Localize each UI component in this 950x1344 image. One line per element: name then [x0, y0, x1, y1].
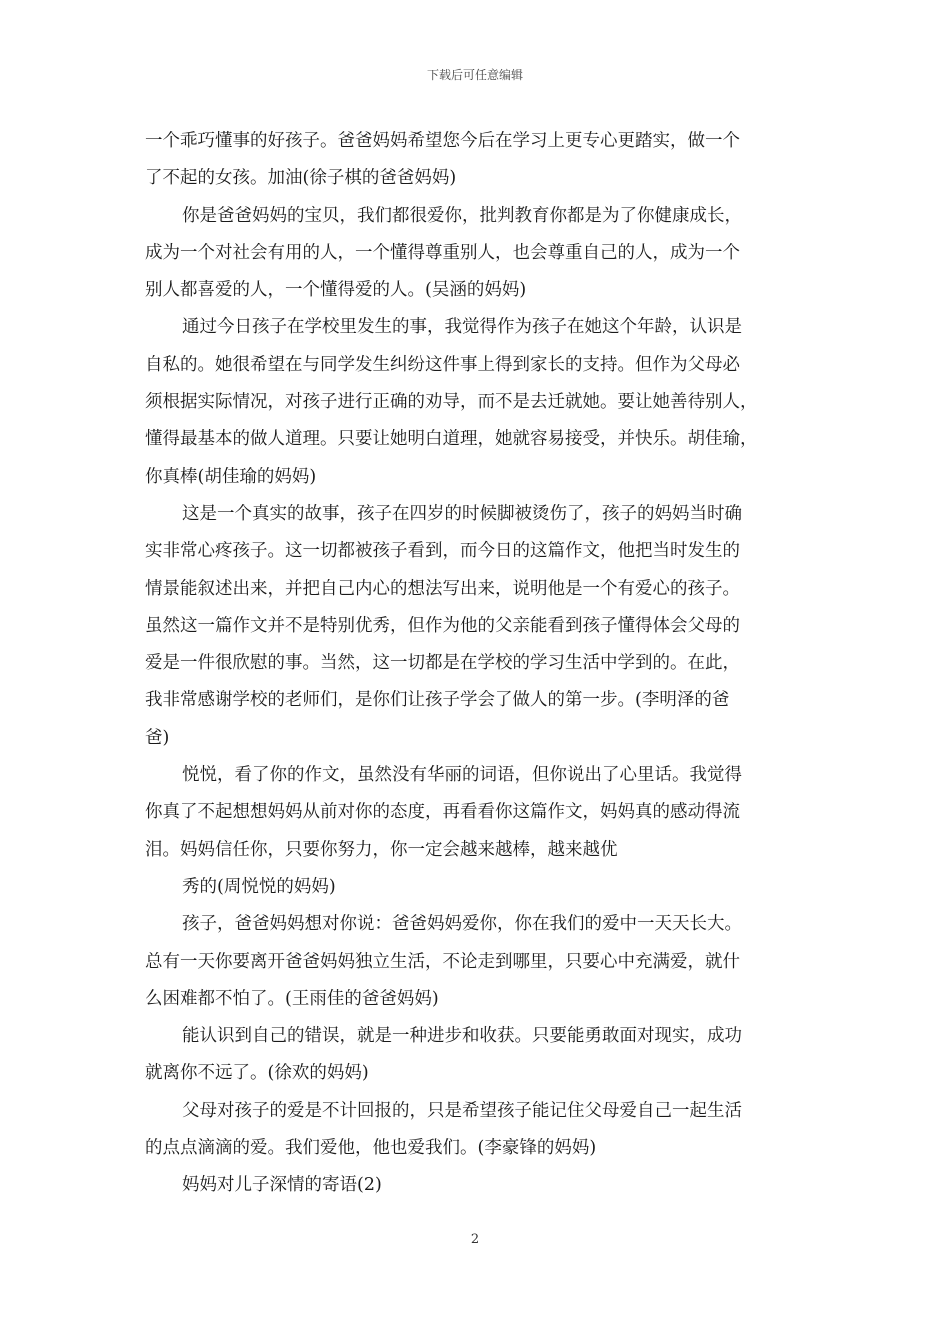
- paragraph: [145, 869, 810, 906]
- text-line: 成为一个对社会有用的人，一个懂得尊重别人，也会尊重自己的人，成为一个: [145, 242, 740, 263]
- paragraph: [145, 1093, 810, 1168]
- text-line: 一个乖巧懂事的好孩子。爸爸妈妈希望您今后在学习上更专心更踏实，做一个: [145, 131, 740, 151]
- text-line: 能认识到自己的错误，就是一种进步和收获。只要能勇敢面对现实，成功: [182, 1026, 742, 1047]
- text-line: 你真了不起想想妈妈从前对你的态度，再看看你这篇作文，妈妈真的感动得流: [145, 802, 740, 823]
- text-line: 么困难都不怕了。(王雨佳的爸爸妈妈): [145, 988, 439, 1009]
- paragraph: [145, 309, 810, 495]
- text-line: 实非常心疼孩子。这一切都被孩子看到，而今日的这篇作文，他把当时发生的: [145, 541, 740, 562]
- page-number: 2: [470, 1232, 480, 1247]
- page-header: 下载后可任意编辑: [426, 68, 523, 82]
- text-line: 这是一个真实的故事，孩子在四岁的时候脚被烫伤了，孩子的妈妈当时确: [182, 503, 742, 524]
- paragraph: [145, 1018, 810, 1093]
- text-line: 须根据实际情况，对孩子进行正确的劝导，而不是去迁就她。要让她善待别人，: [145, 392, 758, 413]
- text-line: 情景能叙述出来，并把自己内心的想法写出来，说明他是一个有爱心的孩子。: [145, 578, 740, 599]
- section-heading: [145, 1167, 810, 1204]
- text-line: 虽然这一篇作文并不是特别优秀，但作为他的父亲能看到孩子懂得体会父母的: [145, 615, 740, 636]
- paragraph: [145, 123, 810, 198]
- text-line: 秀的(周悦悦的妈妈): [182, 876, 336, 897]
- text-line: 我非常感谢学校的老师们，是你们让孩子学会了做人的第一步。(李明泽的爸: [145, 690, 730, 711]
- text-line: 懂得最基本的做人道理。只要让她明白道理，她就容易接受，并快乐。胡佳瑜，: [145, 429, 758, 450]
- text-line: 妈妈对儿子深情的寄语(2): [182, 1175, 382, 1196]
- text-line: 你真棒(胡佳瑜的妈妈): [145, 466, 317, 487]
- text-line: 总有一天你要离开爸爸妈妈独立生活，不论走到哪里，只要心中充满爱，就什: [145, 951, 740, 972]
- text-line: 父母对孩子的爱是不计回报的，只是希望孩子能记住父母爱自己一起生活: [182, 1100, 742, 1121]
- text-line: 你是爸爸妈妈的宝贝，我们都很爱你，批判教育你都是为了你健康成长，: [182, 205, 742, 226]
- text-line: 通过今日孩子在学校里发生的事，我觉得作为孩子在她这个年龄，认识是: [182, 317, 742, 338]
- text-line: 的点点滴滴的爱。我们爱他，他也爱我们。(李豪锋的妈妈): [145, 1138, 597, 1159]
- paragraph: [145, 496, 810, 757]
- text-line: 了不起的女孩。加油(徐子棋的爸爸妈妈): [145, 168, 457, 189]
- text-line: 泪。妈妈信任你，只要你努力，你一定会越来越棒，越来越优: [145, 839, 618, 860]
- text-line: 爱是一件很欣慰的事。当然，这一切都是在学校的学习生活中学到的。在此，: [145, 653, 740, 674]
- text-line: 就离你不远了。(徐欢的妈妈): [145, 1063, 369, 1084]
- paragraph: [145, 757, 810, 869]
- text-line: 爸): [145, 727, 170, 748]
- paragraph: [145, 906, 810, 1018]
- text-line: 自私的。她很希望在与同学发生纠纷这件事上得到家长的支持。但作为父母必: [145, 354, 740, 375]
- document-body: [145, 123, 810, 1205]
- text-line: 悦悦，看了你的作文，虽然没有华丽的词语，但你说出了心里话。我觉得: [182, 765, 742, 786]
- paragraph: [145, 198, 810, 310]
- text-line: 孩子，爸爸妈妈想对你说：爸爸妈妈爱你，你在我们的爱中一天天长大。: [182, 914, 742, 935]
- text-line: 别人都喜爱的人，一个懂得爱的人。(吴涵的妈妈): [145, 280, 527, 301]
